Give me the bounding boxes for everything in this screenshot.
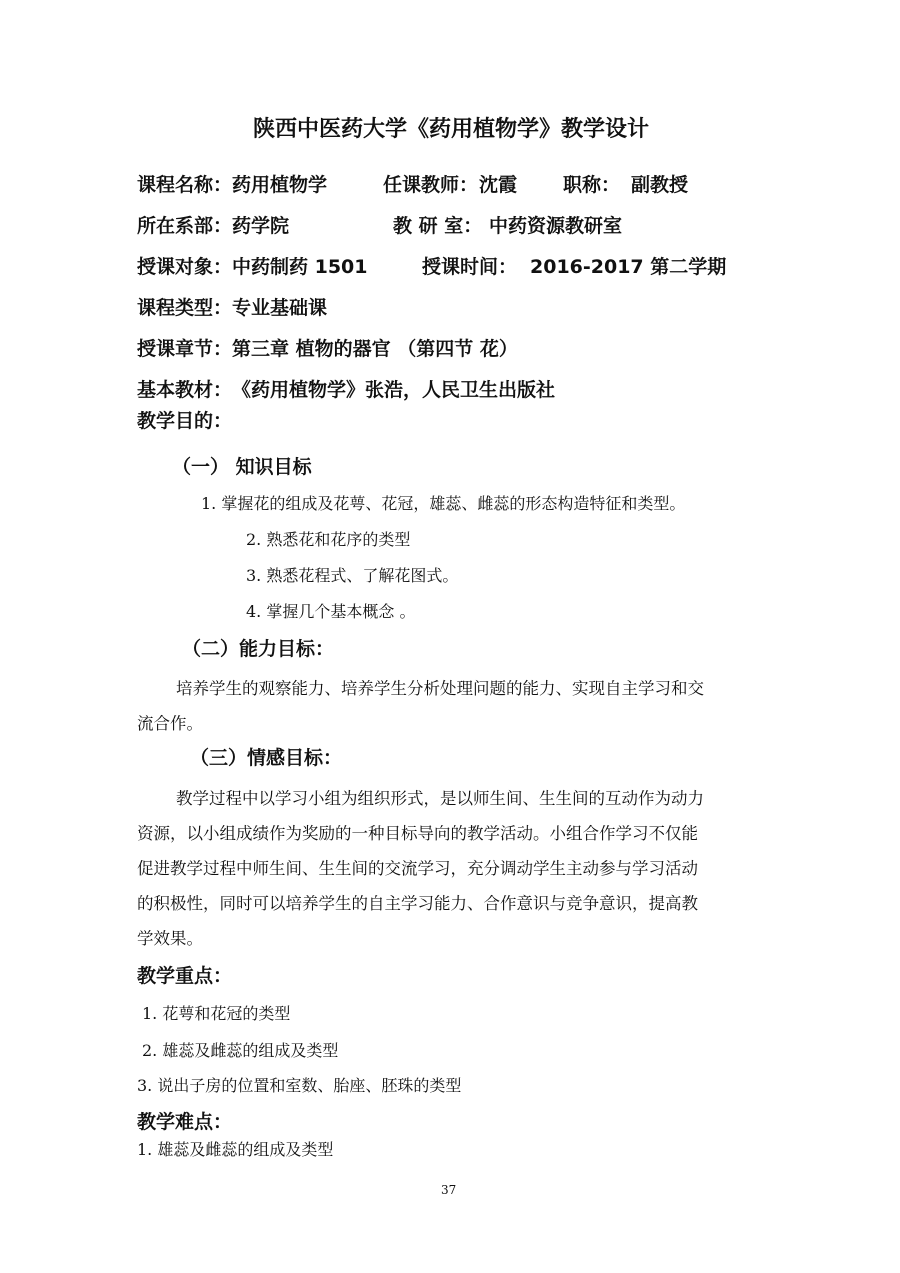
- difficult-points-heading: 教学难点：: [137, 1111, 233, 1133]
- chapter-label: 授课章节：: [137, 338, 233, 360]
- ability-line: 培养学生的观察能力、培养学生分析处理问题的能力、实现自主学习和交: [176, 679, 704, 698]
- emotion-heading: （三）情感目标：: [190, 747, 343, 769]
- emotion-line: 资源，以小组成绩作为奖励的一种目标导向的教学活动。小组合作学习不仅能: [137, 824, 698, 843]
- dept-label: 所在系部：: [137, 215, 233, 237]
- emotion-line: 的积极性，同时可以培养学生的自主学习能力、合作意识与竞争意识，提高教: [137, 894, 698, 913]
- type-value: 专业基础课: [232, 297, 328, 319]
- target-value: 中药制药 1501: [232, 256, 368, 278]
- emotion-line: 促进教学过程中师生间、生生间的交流学习，充分调动学生主动参与学习活动: [137, 859, 698, 878]
- key-point-item: 2. 雄蕊及雌蕊的组成及类型: [142, 1041, 339, 1060]
- knowledge-item: 2. 熟悉花和花序的类型: [246, 530, 411, 549]
- target-label: 授课对象：: [137, 256, 233, 278]
- time-label: 授课时间：: [422, 256, 518, 278]
- room-label: 教 研 室：: [393, 215, 483, 237]
- difficult-point-item: 1. 雄蕊及雌蕊的组成及类型: [137, 1140, 334, 1159]
- room-value: 中药资源教研室: [489, 215, 623, 237]
- rank-value: 副教授: [631, 174, 689, 196]
- knowledge-item: 4. 掌握几个基本概念 。: [246, 602, 416, 621]
- key-point-item: 1. 花萼和花冠的类型: [142, 1004, 291, 1023]
- time-value: 2016-2017 第二学期: [530, 256, 727, 278]
- key-points-heading: 教学重点：: [137, 965, 233, 987]
- course-name-value: 药用植物学: [232, 174, 328, 196]
- page-title: 陕西中医药大学《药用植物学》教学设计: [253, 117, 650, 142]
- course-name-label: 课程名称：: [137, 174, 233, 196]
- knowledge-item: 1. 掌握花的组成及花萼、花冠，雄蕊、雌蕊的形态构造特征和类型。: [201, 494, 686, 513]
- textbook-label: 基本教材：: [137, 379, 233, 401]
- page-number: 37: [441, 1183, 457, 1197]
- rank-label: 职称：: [563, 174, 621, 196]
- ability-line: 流合作。: [137, 714, 203, 733]
- teacher-label: 任课教师：: [383, 174, 479, 196]
- type-label: 课程类型：: [137, 297, 233, 319]
- chapter-value: 第三章 植物的器官 （第四节 花）: [232, 338, 518, 360]
- teacher-value: 沈霞: [479, 174, 518, 196]
- emotion-line: 教学过程中以学习小组为组织形式，是以师生间、生生间的互动作为动力: [176, 789, 704, 808]
- dept-value: 药学院: [232, 215, 290, 237]
- knowledge-heading: （一） 知识目标: [172, 456, 312, 478]
- ability-heading: （二）能力目标：: [182, 638, 335, 660]
- knowledge-item: 3. 熟悉花程式、了解花图式。: [246, 566, 459, 585]
- key-point-item: 3. 说出子房的位置和室数、胎座、胚珠的类型: [137, 1076, 462, 1095]
- objectives-heading: 教学目的：: [137, 410, 233, 432]
- textbook-value: 《药用植物学》张浩，人民卫生出版社: [232, 379, 556, 401]
- emotion-line: 学效果。: [137, 929, 203, 948]
